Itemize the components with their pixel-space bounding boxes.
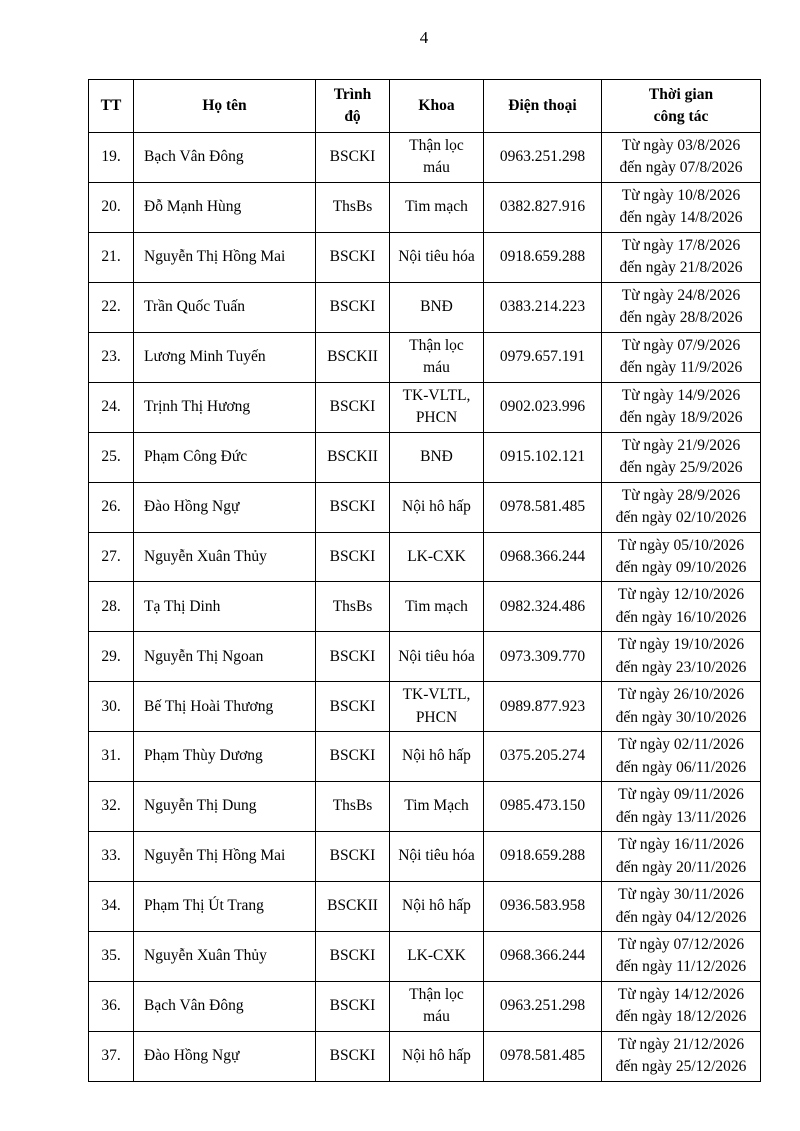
cell-department: TK-VLTL, PHCN — [390, 382, 484, 432]
page-number: 4 — [419, 28, 429, 47]
cell-tt: 37. — [89, 1031, 134, 1081]
table-row — [89, 732, 761, 782]
cell-phone: 0963.251.298 — [484, 981, 602, 1031]
cell-name: Nguyễn Thị Ngoan — [134, 632, 316, 682]
cell-phone: 0902.023.996 — [484, 382, 602, 432]
cell-phone: 0968.366.244 — [484, 532, 602, 582]
cell-degree: BSCKI — [316, 981, 390, 1031]
table-body — [89, 133, 761, 1082]
cell-phone: 0973.309.770 — [484, 632, 602, 682]
cell-degree: BSCKII — [316, 432, 390, 482]
cell-degree: BSCKI — [316, 232, 390, 282]
header-department — [390, 80, 484, 133]
cell-degree: BSCKI — [316, 282, 390, 332]
work-time-from: Từ ngày 16/11/2026 — [618, 836, 744, 854]
table-header-row — [89, 80, 761, 133]
cell-degree: BSCKI — [316, 532, 390, 582]
cell-name: Lương Minh Tuyến — [134, 332, 316, 382]
work-time-to: đến ngày 09/10/2026 — [615, 558, 747, 576]
header-tt — [89, 80, 134, 133]
work-time-from: Từ ngày 17/8/2026 — [621, 236, 741, 254]
cell-work-time — [602, 332, 761, 382]
work-time-to: đến ngày 28/8/2026 — [619, 309, 743, 327]
table-row — [89, 532, 761, 582]
cell-department: LK-CXK — [390, 532, 484, 582]
cell-phone: 0978.581.485 — [484, 482, 602, 532]
cell-work-time — [602, 133, 761, 183]
cell-tt: 29. — [89, 632, 134, 682]
table-row — [89, 382, 761, 432]
cell-work-time — [602, 832, 761, 882]
cell-name: Bạch Vân Đông — [134, 133, 316, 183]
cell-phone: 0968.366.244 — [484, 932, 602, 982]
header-phone — [484, 80, 602, 133]
work-time-from: Từ ngày 09/11/2026 — [618, 786, 744, 804]
cell-phone: 0978.581.485 — [484, 1031, 602, 1081]
cell-work-time — [602, 981, 761, 1031]
cell-tt: 22. — [89, 282, 134, 332]
cell-name: Đào Hồng Ngự — [134, 1031, 316, 1081]
cell-department: Tim mạch — [390, 582, 484, 632]
cell-department: Nội tiêu hóa — [390, 232, 484, 282]
cell-work-time — [602, 482, 761, 532]
work-time-from: Từ ngày 10/8/2026 — [621, 186, 741, 204]
work-time-from: Từ ngày 14/12/2026 — [617, 985, 745, 1003]
work-time-from: Từ ngày 30/11/2026 — [618, 886, 744, 904]
cell-name: Đào Hồng Ngự — [134, 482, 316, 532]
header-degree-line2: độ — [344, 108, 361, 125]
cell-work-time — [602, 382, 761, 432]
cell-phone: 0915.102.121 — [484, 432, 602, 482]
cell-degree: BSCKII — [316, 882, 390, 932]
work-time-to: đến ngày 07/8/2026 — [619, 159, 743, 177]
table-row — [89, 632, 761, 682]
cell-tt: 25. — [89, 432, 134, 482]
table-row — [89, 782, 761, 832]
work-time-to: đến ngày 18/9/2026 — [619, 409, 743, 427]
cell-tt: 30. — [89, 682, 134, 732]
cell-name: Bế Thị Hoài Thương — [134, 682, 316, 732]
header-work-time-line1: Thời gian — [648, 85, 714, 103]
header-degree-line1: Trình — [333, 85, 372, 103]
cell-tt: 27. — [89, 532, 134, 582]
cell-name: Nguyễn Thị Hồng Mai — [134, 232, 316, 282]
cell-work-time — [602, 882, 761, 932]
work-time-from: Từ ngày 14/9/2026 — [621, 386, 741, 404]
work-time-to: đến ngày 23/10/2026 — [615, 658, 747, 676]
cell-name: Phạm Thị Út Trang — [134, 882, 316, 932]
header-work-time — [602, 80, 761, 133]
table-row — [89, 182, 761, 232]
cell-phone: 0979.657.191 — [484, 332, 602, 382]
header-tt-label: TT — [100, 96, 122, 114]
cell-department: Nội tiêu hóa — [390, 632, 484, 682]
work-time-from: Từ ngày 03/8/2026 — [621, 137, 741, 154]
work-time-from: Từ ngày 05/10/2026 — [617, 536, 745, 554]
cell-phone: 0963.251.298 — [484, 133, 602, 183]
table-row — [89, 832, 761, 882]
cell-work-time — [602, 232, 761, 282]
work-time-to: đến ngày 04/12/2026 — [615, 908, 747, 926]
cell-department: Tim Mạch — [390, 782, 484, 832]
cell-work-time — [602, 632, 761, 682]
cell-phone: 0375.205.274 — [484, 732, 602, 782]
cell-department: BNĐ — [390, 432, 484, 482]
cell-degree: BSCKI — [316, 732, 390, 782]
cell-tt: 32. — [89, 782, 134, 832]
table-row — [89, 332, 761, 382]
cell-name: Nguyễn Xuân Thủy — [134, 932, 316, 982]
cell-work-time — [602, 732, 761, 782]
work-time-to: đến ngày 20/11/2026 — [615, 858, 747, 876]
cell-department: Tim mạch — [390, 182, 484, 232]
cell-department: Nội tiêu hóa — [390, 832, 484, 882]
cell-department: Nội hô hấp — [390, 732, 484, 782]
work-time-to: đến ngày 11/12/2026 — [615, 958, 747, 976]
cell-work-time — [602, 682, 761, 732]
work-time-to: đến ngày 02/10/2026 — [615, 509, 747, 527]
cell-department: Nội hô hấp — [390, 482, 484, 532]
cell-tt: 19. — [89, 133, 134, 183]
cell-name: Nguyễn Thị Dung — [134, 782, 316, 832]
table-row — [89, 133, 761, 183]
cell-phone: 0918.659.288 — [484, 232, 602, 282]
table-row — [89, 432, 761, 482]
header-name-label: Họ tên — [202, 96, 247, 114]
cell-phone: 0989.877.923 — [484, 682, 602, 732]
header-work-time-line2: công tác — [653, 108, 709, 125]
cell-work-time — [602, 532, 761, 582]
table-row — [89, 282, 761, 332]
cell-degree: ThsBs — [316, 182, 390, 232]
work-time-from: Từ ngày 28/9/2026 — [621, 486, 741, 504]
cell-tt: 28. — [89, 582, 134, 632]
cell-department: LK-CXK — [390, 932, 484, 982]
cell-work-time — [602, 182, 761, 232]
cell-tt: 21. — [89, 232, 134, 282]
cell-tt: 26. — [89, 482, 134, 532]
cell-department: TK-VLTL, PHCN — [390, 682, 484, 732]
cell-degree: ThsBs — [316, 782, 390, 832]
work-time-to: đến ngày 16/10/2026 — [615, 608, 747, 626]
cell-work-time — [602, 282, 761, 332]
work-time-from: Từ ngày 02/11/2026 — [618, 736, 744, 754]
work-time-from: Từ ngày 24/8/2026 — [621, 286, 741, 304]
work-time-to: đến ngày 30/10/2026 — [615, 708, 747, 726]
cell-tt: 24. — [89, 382, 134, 432]
cell-phone: 0382.827.916 — [484, 182, 602, 232]
cell-degree: BSCKII — [316, 332, 390, 382]
cell-department: Thận lọc máu — [390, 332, 484, 382]
cell-department: BNĐ — [390, 282, 484, 332]
work-time-to: đến ngày 18/12/2026 — [615, 1008, 747, 1026]
cell-phone: 0985.473.150 — [484, 782, 602, 832]
table-row — [89, 582, 761, 632]
work-time-from: Từ ngày 26/10/2026 — [617, 686, 745, 704]
cell-degree: BSCKI — [316, 632, 390, 682]
cell-degree: BSCKI — [316, 382, 390, 432]
header-phone-label: Điện thoại — [508, 96, 577, 114]
work-time-to: đến ngày 11/9/2026 — [619, 359, 743, 377]
cell-degree: ThsBs — [316, 582, 390, 632]
table-row — [89, 682, 761, 732]
cell-degree: BSCKI — [316, 1031, 390, 1081]
cell-phone: 0383.214.223 — [484, 282, 602, 332]
work-time-from: Từ ngày 07/12/2026 — [617, 936, 745, 953]
work-time-from: Từ ngày 07/9/2026 — [621, 336, 741, 354]
cell-tt: 35. — [89, 932, 134, 982]
header-department-label: Khoa — [418, 96, 455, 114]
cell-work-time — [602, 582, 761, 632]
work-time-from: Từ ngày 21/12/2026 — [617, 1035, 745, 1053]
cell-tt: 23. — [89, 332, 134, 382]
work-time-to: đến ngày 13/11/2026 — [615, 808, 747, 826]
header-name — [134, 80, 316, 133]
cell-tt: 33. — [89, 832, 134, 882]
cell-name: Trần Quốc Tuấn — [134, 282, 316, 332]
work-time-to: đến ngày 21/8/2026 — [619, 259, 743, 277]
work-time-from: Từ ngày 21/9/2026 — [621, 436, 741, 454]
table-row — [89, 932, 761, 982]
table-row — [89, 882, 761, 932]
cell-degree: BSCKI — [316, 682, 390, 732]
cell-name: Nguyễn Thị Hồng Mai — [134, 832, 316, 882]
cell-name: Trịnh Thị Hương — [134, 382, 316, 432]
cell-work-time — [602, 432, 761, 482]
cell-name: Phạm Công Đức — [134, 432, 316, 482]
cell-department: Thận lọc máu — [390, 133, 484, 183]
work-time-from: Từ ngày 12/10/2026 — [617, 586, 745, 604]
cell-name: Nguyễn Xuân Thủy — [134, 532, 316, 582]
cell-tt: 36. — [89, 981, 134, 1031]
work-time-to: đến ngày 25/9/2026 — [619, 459, 743, 477]
table-row — [89, 482, 761, 532]
work-time-to: đến ngày 25/12/2026 — [615, 1058, 747, 1076]
cell-name: Tạ Thị Dinh — [134, 582, 316, 632]
cell-name: Bạch Vân Đông — [134, 981, 316, 1031]
cell-work-time — [602, 782, 761, 832]
cell-work-time — [602, 1031, 761, 1081]
cell-name: Đỗ Mạnh Hùng — [134, 182, 316, 232]
table-row — [89, 232, 761, 282]
work-time-to: đến ngày 14/8/2026 — [619, 209, 743, 227]
table-row — [89, 981, 761, 1031]
cell-department: Nội hô hấp — [390, 882, 484, 932]
cell-work-time — [602, 932, 761, 982]
header-degree — [316, 80, 390, 133]
cell-tt: 31. — [89, 732, 134, 782]
cell-tt: 20. — [89, 182, 134, 232]
cell-degree: BSCKI — [316, 482, 390, 532]
cell-name: Phạm Thùy Dương — [134, 732, 316, 782]
cell-degree: BSCKI — [316, 133, 390, 183]
cell-degree: BSCKI — [316, 932, 390, 982]
cell-degree: BSCKI — [316, 832, 390, 882]
work-schedule-table — [88, 79, 761, 1082]
cell-phone: 0982.324.486 — [484, 582, 602, 632]
cell-phone: 0936.583.958 — [484, 882, 602, 932]
cell-tt: 34. — [89, 882, 134, 932]
cell-phone: 0918.659.288 — [484, 832, 602, 882]
cell-department: Nội hô hấp — [390, 1031, 484, 1081]
cell-department: Thận lọc máu — [390, 981, 484, 1031]
table-row — [89, 1031, 761, 1081]
work-time-to: đến ngày 06/11/2026 — [615, 758, 747, 776]
work-time-from: Từ ngày 19/10/2026 — [617, 636, 745, 654]
